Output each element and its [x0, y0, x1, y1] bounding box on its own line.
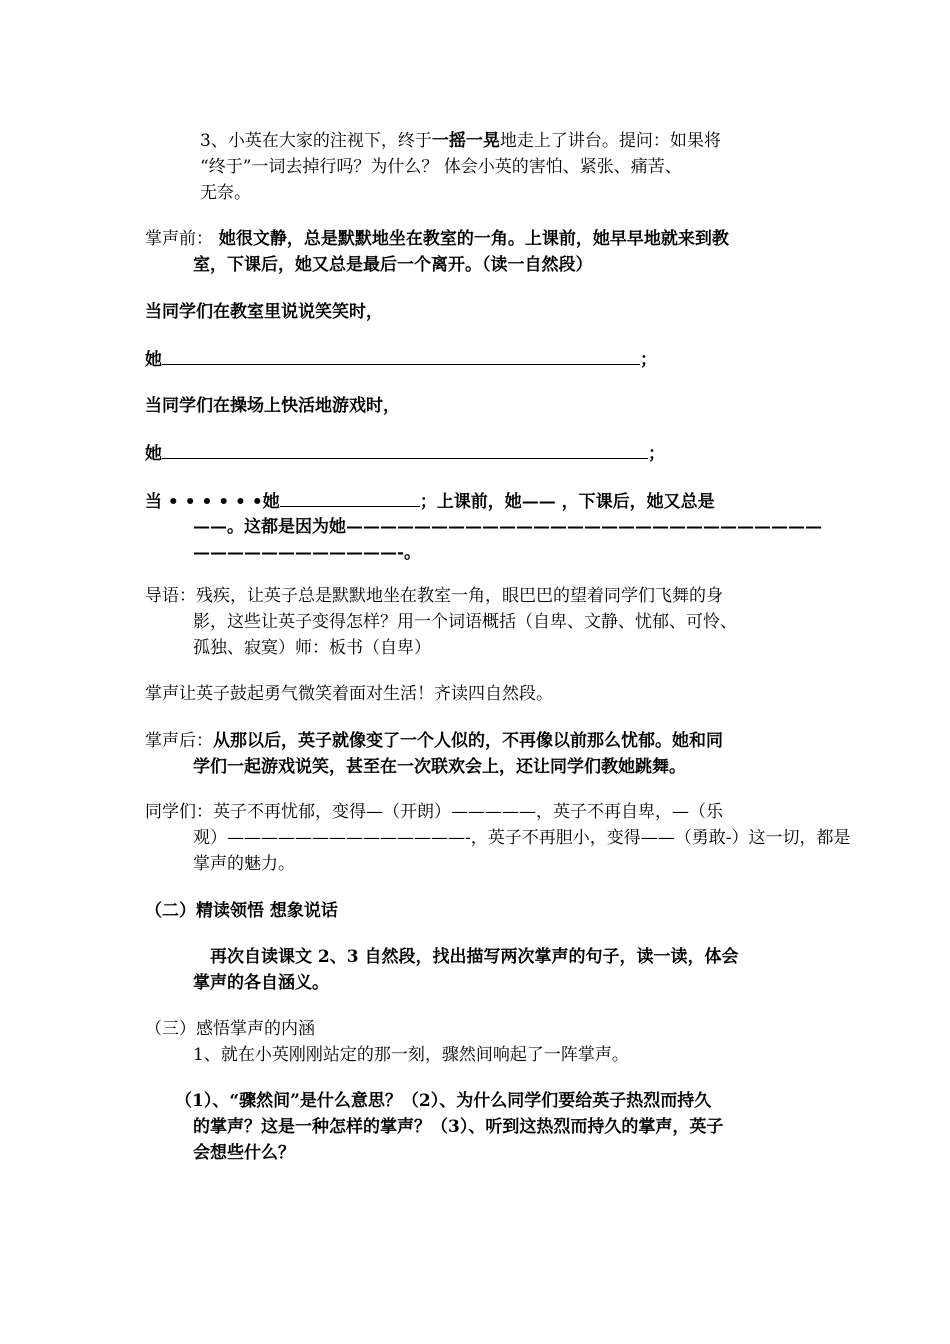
section3-question-line3: 会想些什么？ — [193, 1143, 295, 1163]
guide-line2: 影，这些让英子变得怎样？用一个词语概括（自卑、文静、忧郁、可怜、 — [193, 612, 737, 632]
fill1-blank[interactable] — [162, 346, 640, 365]
item3-line1 — [200, 128, 721, 154]
fill2-end: ； — [648, 444, 665, 464]
fill1-blank-line — [145, 346, 657, 373]
fill2-prompt: 当同学们在操场上快活地游戏时， — [145, 396, 400, 416]
fill3-blank[interactable] — [280, 488, 420, 507]
fill3-text-a: 当 • • • • • •她 — [145, 492, 280, 512]
before-line2: 室，下课后，她又总是最后一个离开。（读一自然段） — [193, 255, 593, 275]
guide-line1: 导语：残疾，让英子总是默默地坐在教室一角，眼巴巴的望着同学们飞舞的身 — [145, 586, 723, 606]
section3-title: （三）感悟掌声的内涵 — [145, 1019, 315, 1039]
after-text: 从那以后，英子就像变了一个人似的，不再像以前那么忧郁。她和同 — [213, 731, 723, 751]
guide-line3: 孤独、寂寞）师：板书（自卑） — [193, 638, 431, 658]
after-line2: 学们一起游戏说笑，甚至在一次联欢会上，还让同学们教她跳舞。 — [193, 757, 686, 777]
before-line1 — [145, 226, 729, 252]
fill1-prompt: 当同学们在教室里说说笑笑时， — [145, 302, 383, 322]
item3-text-b: 地走上了讲台。提问：如果将 — [499, 131, 721, 151]
before-label: 掌声前： — [145, 229, 213, 249]
fill1-end: ； — [640, 350, 657, 370]
after-label: 掌声后： — [145, 731, 213, 751]
section2-line1: 再次自读课文 2、3 自然段，找出描写两次掌声的句子，读一读，体会 — [210, 947, 739, 967]
classmates-line1: 同学们：英子不再忧郁，变得—（开朗）—————，英子不再自卑，—（乐 — [145, 802, 723, 822]
section2-line2: 掌声的各自涵义。 — [193, 973, 329, 993]
applause-paragraph: 掌声让英子鼓起勇气微笑着面对生活！齐读四自然段。 — [145, 684, 553, 704]
after-line1 — [145, 728, 723, 754]
item3-line3: 无奈。 — [200, 183, 251, 203]
before-text: 她很文静，总是默默地坐在教室的一角。上课前，她早早地就来到教 — [213, 229, 729, 249]
classmates-line3: 掌声的魅力。 — [193, 854, 295, 874]
fill2-blank-line — [145, 440, 665, 467]
section2-title: （二）精读领悟 想象说话 — [145, 901, 338, 921]
classmates-line2: 观）——————————————-，英子不再胆小，变得——（勇敢-）这一切，都是 — [193, 828, 851, 848]
fill3-line2: ——。这都是因为她———————————————————————————— — [193, 517, 822, 537]
fill3-line3: ————————————-。 — [193, 543, 422, 563]
section3-item1: 1、就在小英刚刚站定的那一刻，骤然间响起了一阵掌声。 — [193, 1045, 629, 1065]
item3-bold-phrase: 一摇一晃 — [431, 131, 500, 151]
section3-question-line2: 的掌声？这是一种怎样的掌声？（3）、听到这热烈而持久的掌声，英子 — [193, 1117, 724, 1137]
fill3-text-b: ；上课前，她—— ，下课后，她又总是 — [419, 492, 715, 512]
fill2-blank[interactable] — [162, 440, 648, 459]
fill3-line1 — [145, 488, 715, 515]
fill2-start: 她 — [145, 444, 162, 464]
fill1-start: 她 — [145, 350, 162, 370]
section3-question-line1: （1）、“骤然间”是什么意思？（2）、为什么同学们要给英子热烈而持久 — [175, 1091, 712, 1111]
item3-line2: “终于”一词去掉行吗？为什么？ 体会小英的害怕、紧张、痛苦、 — [200, 157, 682, 177]
item3-text-a: 3、小英在大家的注视下，终于 — [200, 131, 432, 151]
